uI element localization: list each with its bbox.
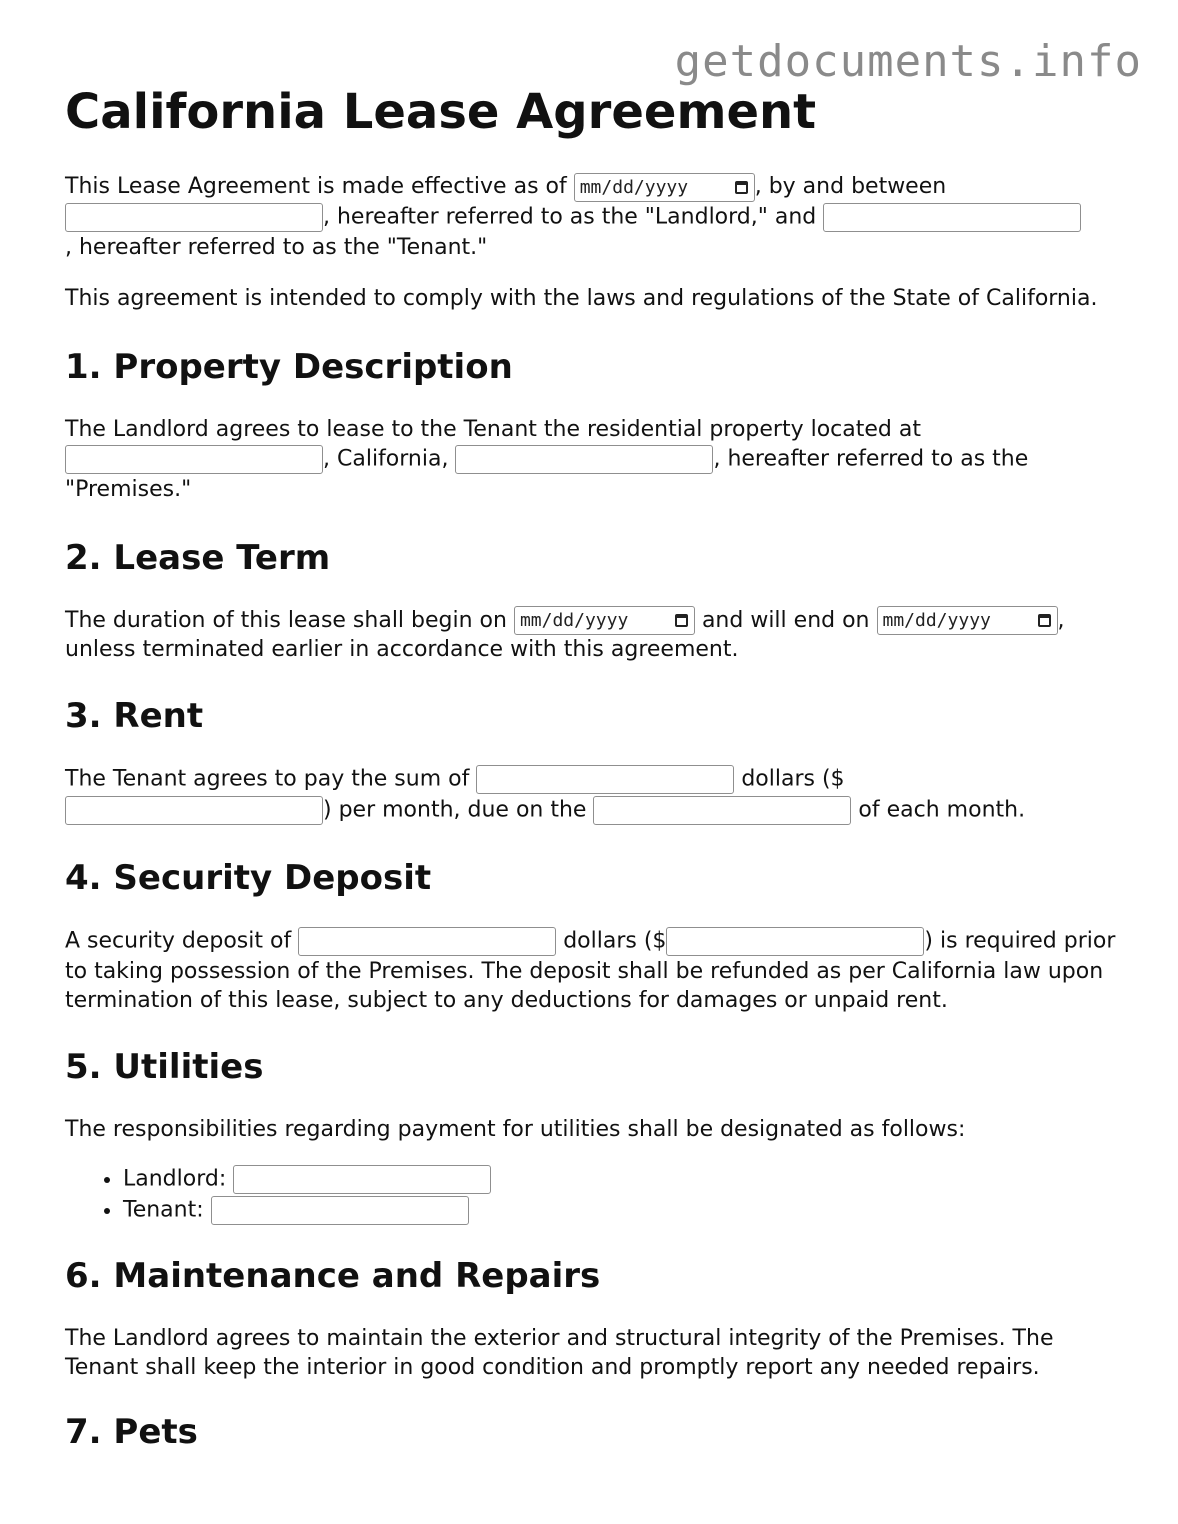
property-zip-input[interactable]: [455, 445, 713, 474]
term-paragraph: [65, 606, 1125, 665]
section-heading-maintenance: 6. Maintenance and Repairs: [65, 1256, 601, 1296]
intro-text-4: , hereafter referred to as the "Tenant.": [65, 234, 488, 260]
property-text-2: , California,: [323, 446, 456, 471]
section-heading-rent: 3. Rent: [65, 696, 204, 736]
lease-end-date-input[interactable]: [877, 606, 1058, 635]
property-paragraph: [65, 415, 1125, 504]
property-address-input[interactable]: [65, 445, 323, 474]
rent-text-3: ) per month, due on the: [323, 797, 594, 823]
deposit-amount-number-input[interactable]: [666, 927, 924, 956]
deposit-text-3: ) is required prior to taking possession of the Premises. The deposit shall be refunded as per California law upon termination of this lease, subject to any deductions for damages or unpaid rent.: [65, 928, 1116, 1013]
document-title: California Lease Agreement: [65, 84, 817, 140]
deposit-amount-words-input[interactable]: [298, 927, 556, 956]
rent-text-4: of each month.: [851, 797, 1026, 823]
effective-date-input[interactable]: [574, 173, 755, 202]
term-text-1: The duration of this lease shall begin on: [65, 607, 514, 633]
date-placeholder: mm/dd/yyyy: [519, 610, 629, 631]
term-text-3: , unless terminated earlier in accordance with this agreement.: [65, 607, 1065, 662]
calendar-icon[interactable]: [675, 614, 688, 627]
utilities-tenant-label: Tenant:: [123, 1197, 211, 1223]
property-text-1: The Landlord agrees to lease to the Tenant the residential property located at: [65, 416, 921, 442]
deposit-text-1: A security deposit of: [65, 928, 299, 954]
calendar-icon[interactable]: [735, 181, 748, 194]
date-placeholder: mm/dd/yyyy: [882, 610, 991, 631]
calendar-icon[interactable]: [1038, 614, 1051, 627]
rent-text-2: dollars ($: [734, 766, 845, 792]
lease-document: [65, 0, 1125, 1452]
property-text-3: , hereafter referred to as the "Premises.": [65, 446, 1029, 502]
utilities-landlord-label: Landlord:: [123, 1166, 234, 1192]
utilities-list: [65, 1164, 1125, 1226]
section-heading-property: 1. Property Description: [65, 346, 513, 387]
maintenance-paragraph: The Landlord agrees to maintain the exterior and structural integrity of the Premises. The Tenant shall keep the interior in good condition and promptly report any needed repairs.: [65, 1326, 1054, 1380]
intro-text-3: , hereafter referred to as the "Landlord," and: [323, 204, 824, 229]
rent-amount-number-input[interactable]: [65, 796, 323, 825]
deposit-text-2: dollars ($: [556, 928, 667, 954]
rent-text-1: The Tenant agrees to pay the sum of: [65, 766, 477, 792]
section-heading-pets: 7. Pets: [65, 1412, 198, 1452]
list-item: [123, 1164, 1125, 1195]
rent-paragraph: [65, 764, 1125, 826]
rent-amount-words-input[interactable]: [476, 765, 734, 794]
section-heading-utilities: 5. Utilities: [65, 1047, 264, 1087]
rent-due-day-input[interactable]: [593, 796, 851, 825]
section-heading-deposit: 4. Security Deposit: [65, 858, 432, 898]
section-heading-term: 2. Lease Term: [65, 537, 331, 578]
list-item: [123, 1195, 1125, 1226]
intro-text-2: , by and between: [754, 174, 947, 199]
tenant-name-input[interactable]: [823, 203, 1081, 232]
landlord-name-input[interactable]: [65, 203, 323, 232]
compliance-paragraph: This agreement is intended to comply with the laws and regulations of the State of California.: [65, 285, 1098, 311]
utilities-paragraph: The responsibilities regarding payment for utilities shall be designated as follows:: [65, 1117, 966, 1142]
watermark: getdocuments.info: [674, 36, 1142, 87]
date-placeholder: mm/dd/yyyy: [579, 176, 689, 198]
utilities-tenant-input[interactable]: [211, 1196, 469, 1225]
deposit-paragraph: [65, 926, 1125, 1015]
intro-text-1: This Lease Agreement is made effective as of: [65, 174, 574, 199]
intro-paragraph: [65, 172, 1125, 262]
term-text-2: and will end on: [694, 607, 877, 633]
utilities-landlord-input[interactable]: [233, 1165, 491, 1194]
lease-start-date-input[interactable]: [514, 606, 695, 635]
